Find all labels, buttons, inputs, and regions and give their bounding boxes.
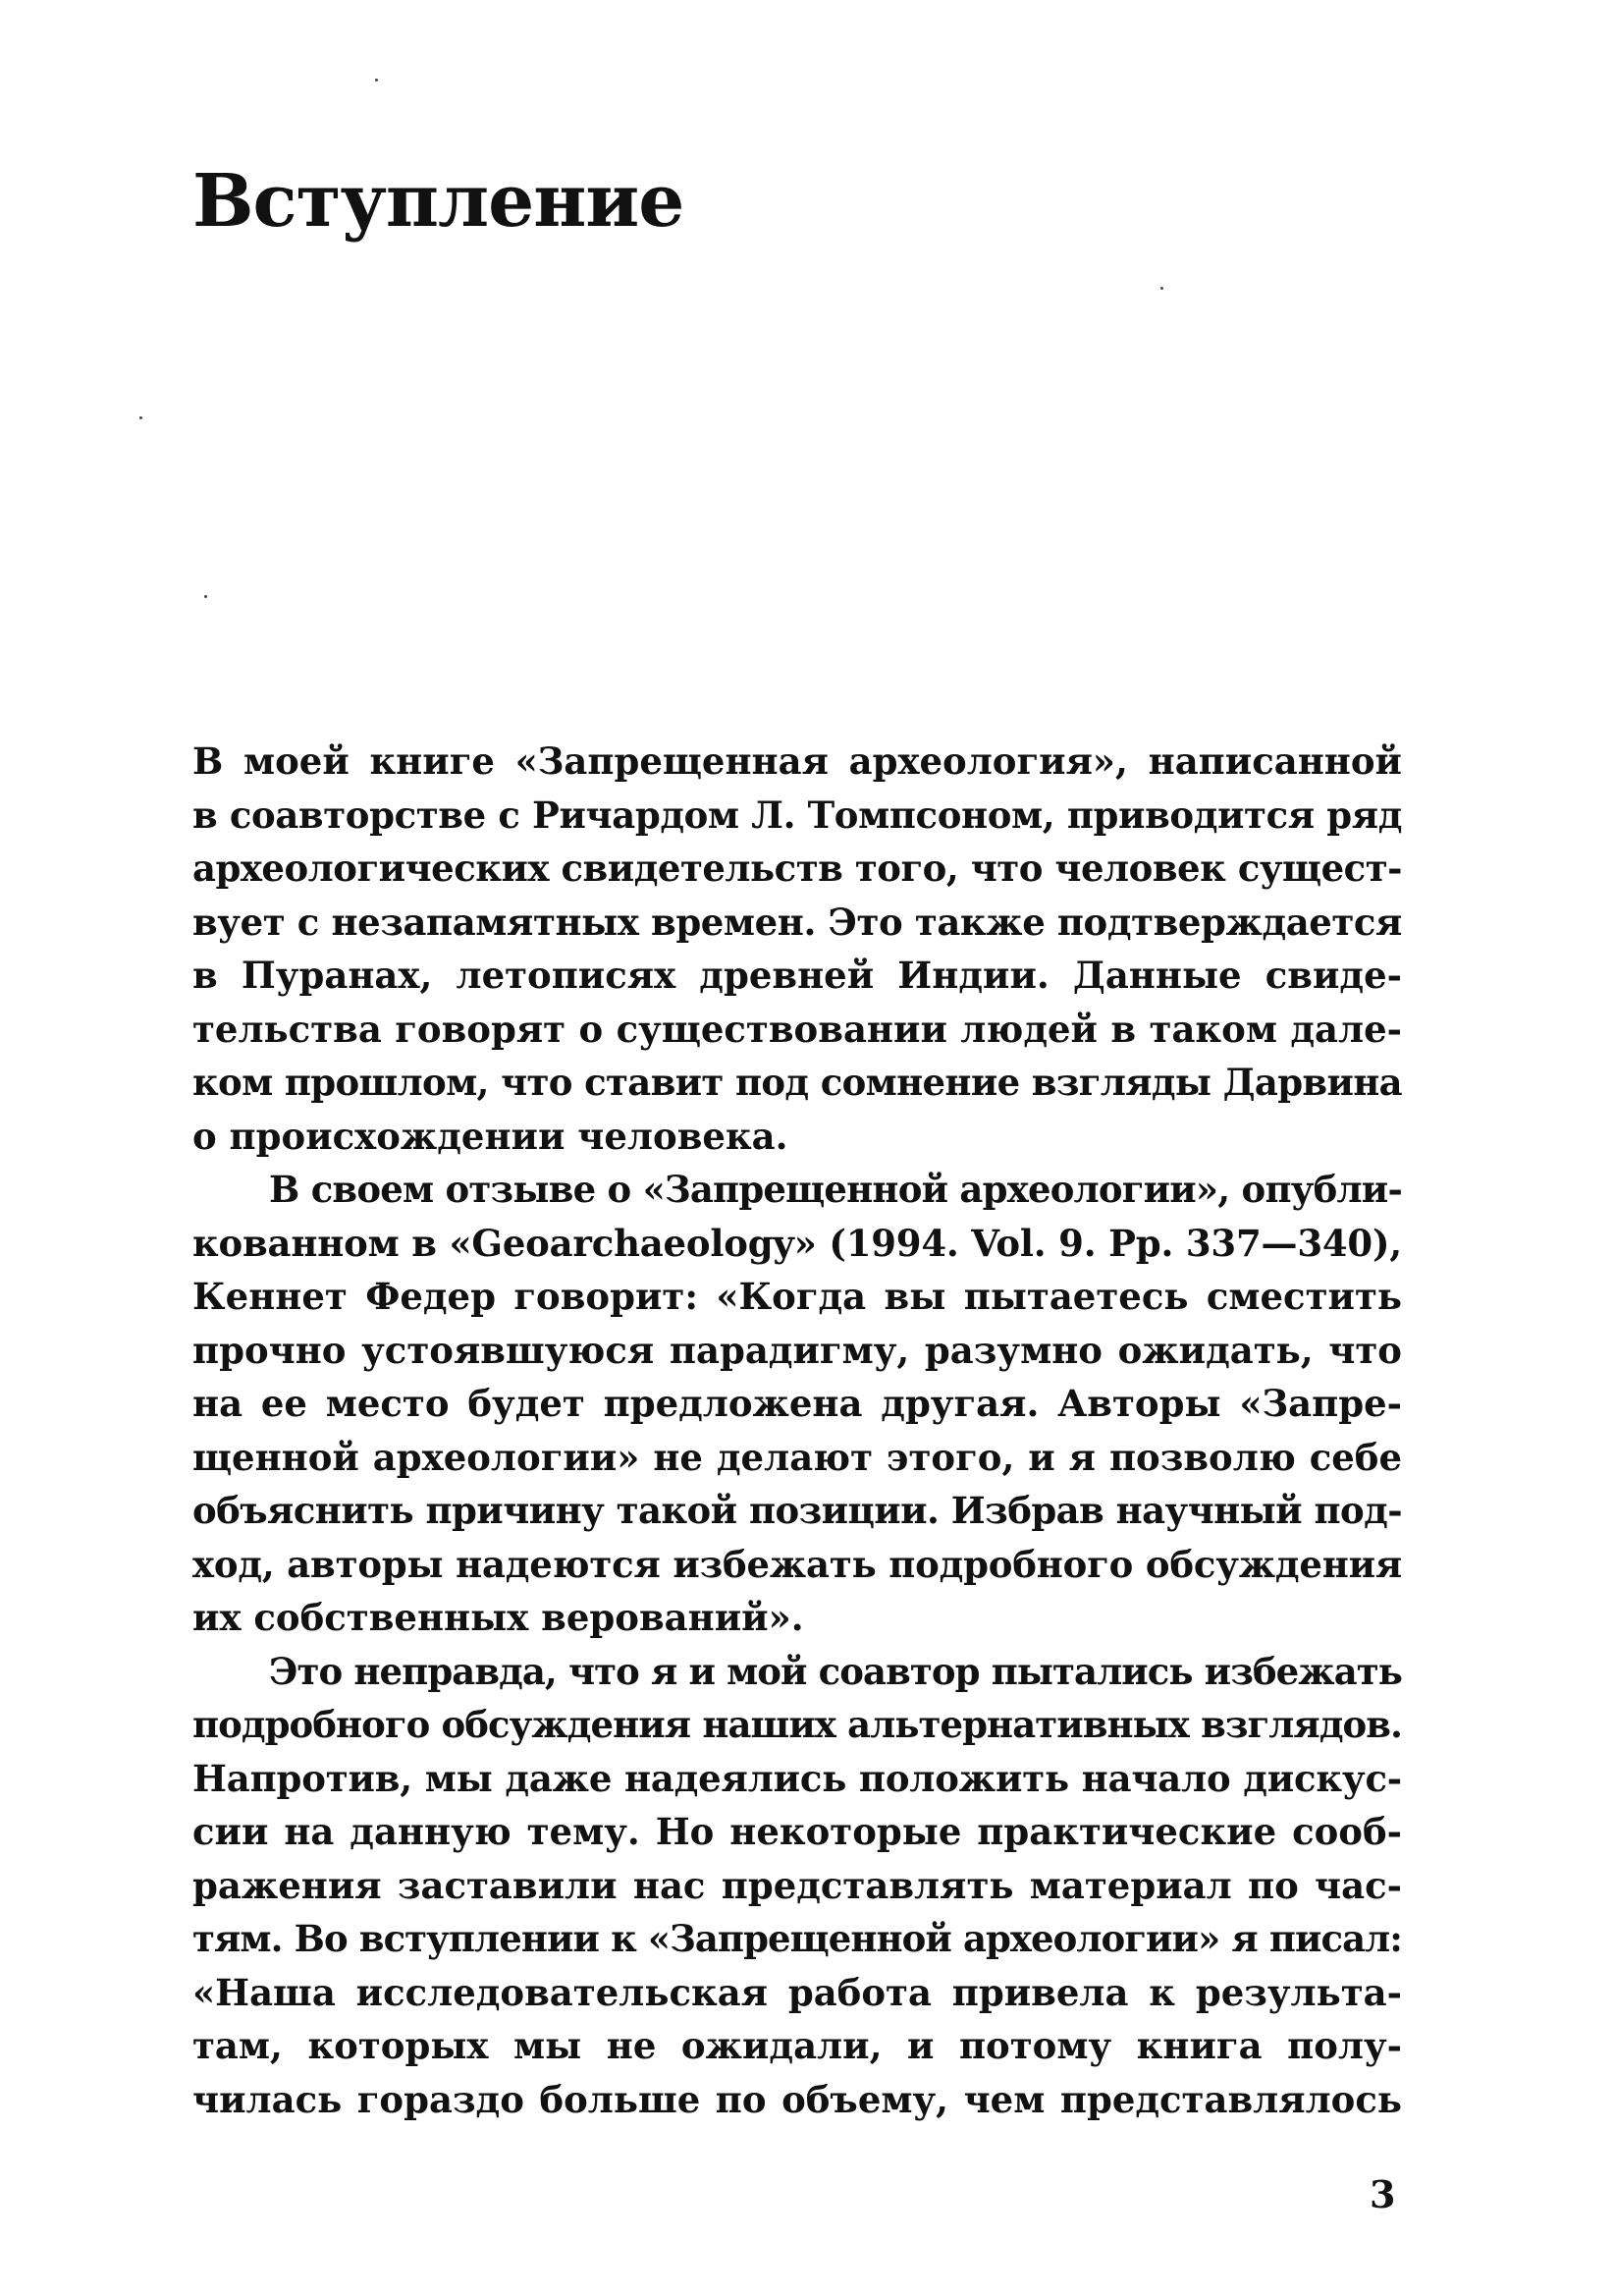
scan-speck — [139, 416, 142, 419]
text-line: кованном в «Geoarchaeology» (1994. Vol. 9. Pp. 337—340), — [192, 1221, 1402, 1265]
text-line: тельства говорят о существовании людей в таком дале- — [192, 1007, 1402, 1051]
text-line: подробного обсуждения наших альтернативных взглядов. — [192, 1703, 1402, 1746]
text-line: о происхождении человека. — [192, 1114, 788, 1158]
chapter-title: Вступление — [192, 159, 684, 244]
text-line: «Наша исследовательская работа привела к результа- — [192, 1970, 1402, 2014]
text-line: В своем отзыве о «Запрещенной археологии», опубли- — [269, 1168, 1402, 1211]
text-line: в соавторстве с Ричардом Л. Томпсоном, приводится ряд — [192, 793, 1402, 837]
text-line: прочно устоявшуюся парадигму, разумно ожидать, что — [192, 1328, 1402, 1372]
scan-speck — [1160, 287, 1163, 290]
text-line: щенной археологии» не делают этого, и я позволю себе — [192, 1435, 1402, 1479]
paragraph-3 — [192, 1645, 1402, 2127]
text-line: археологических свидетельств того, что человек сущест- — [192, 847, 1402, 890]
text-line: В моей книге «Запрещенная археология», написанной — [192, 739, 1402, 783]
text-line: на ее место будет предложена другая. Авторы «Запре- — [192, 1382, 1402, 1425]
text-line: объяснить причину такой позиции. Избрав научный под- — [192, 1489, 1402, 1532]
paragraph-1 — [192, 735, 1402, 1163]
scan-speck — [375, 79, 378, 82]
text-line: там, которых мы не ожидали, и потому книга полу- — [192, 2024, 1402, 2067]
paragraph-2 — [192, 1163, 1402, 1645]
text-line: Напротив, мы даже надеялись положить начало дискус- — [192, 1756, 1402, 1800]
text-line: Кеннет Федер говорит: «Когда вы пытаетесь сместить — [192, 1275, 1402, 1318]
text-line: сии на данную тему. Но некоторые практические сооб- — [192, 1810, 1402, 1853]
text-line: ражения заставили нас представлять материал по час- — [192, 1863, 1402, 1907]
body-text — [192, 735, 1402, 2126]
text-line: ком прошлом, что ставит под сомнение взгляды Дарвина — [192, 1061, 1402, 1104]
page-number: 3 — [1370, 2172, 1396, 2216]
text-line: в Пуранах, летописях древней Индии. Данные свиде- — [192, 954, 1402, 997]
text-line: вует с незапамятных времен. Это также подтверждается — [192, 900, 1402, 944]
text-line: их собственных верований». — [192, 1596, 804, 1639]
text-line: ход, авторы надеются избежать подробного обсуждения — [192, 1542, 1402, 1586]
text-line: чилась гораздо больше по объему, чем представлялось — [192, 2077, 1402, 2121]
text-line: тям. Во вступлении к «Запрещенной археологии» я писал: — [192, 1917, 1402, 1960]
scan-speck — [204, 595, 207, 598]
text-line: Это неправда, что я и мой соавтор пытались избежать — [269, 1649, 1402, 1693]
